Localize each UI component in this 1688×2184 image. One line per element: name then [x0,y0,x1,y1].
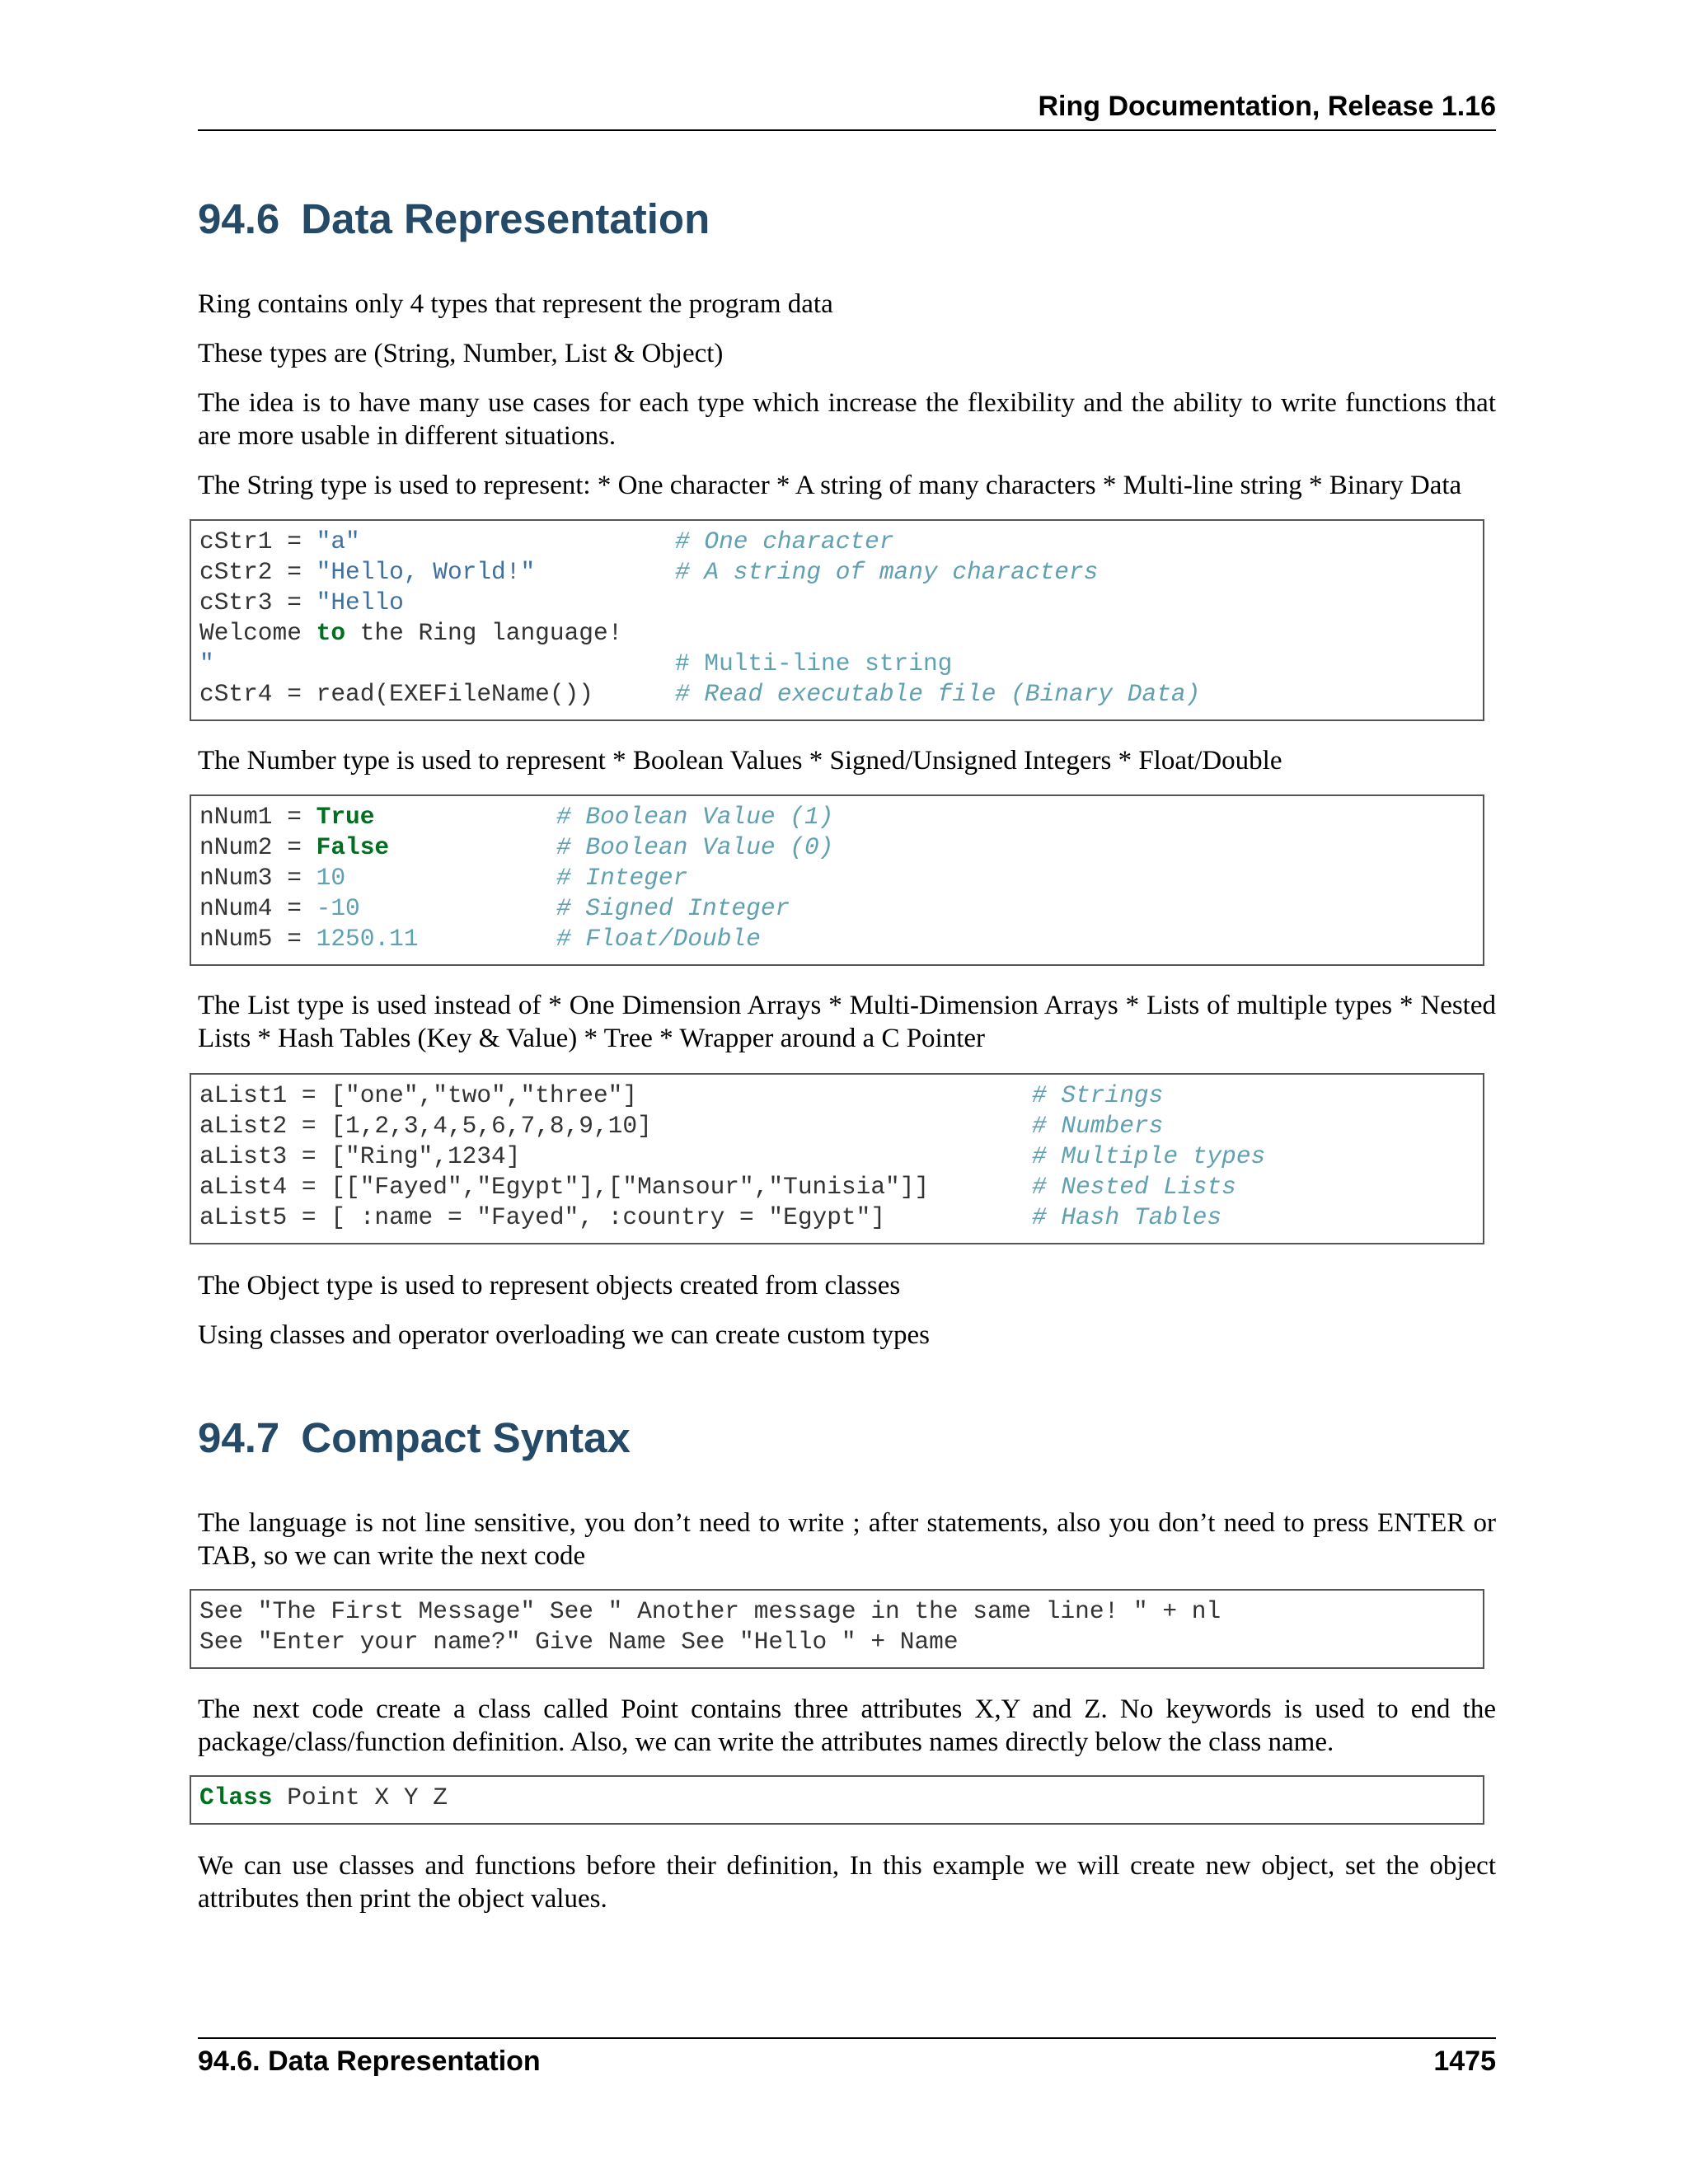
code-block-class [190,1775,1484,1825]
code-comment: # Read executable file (Binary Data) [675,680,1201,708]
code-line: See "Enter your name?" Give Name See "Hello " + Name [199,1628,959,1656]
code-number: 10 [316,864,346,892]
section-heading-compact-syntax [198,1413,631,1462]
code-comment: # Signed Integer [556,894,790,922]
code-text: nNum3 = [199,864,316,892]
code-string: " [199,649,214,677]
code-text: aList5 = [ :name = "Fayed", :country = "Egypt"] [199,1203,886,1231]
code-comment: # Strings [1032,1081,1164,1109]
code-text: nNum1 = [199,803,316,831]
code-keyword: True [316,803,375,831]
section-title: Compact Syntax [301,1414,631,1461]
code-text: nNum4 = [199,894,316,922]
code-number: -10 [316,894,360,922]
paragraph: Ring contains only 4 types that represent the program data [198,289,833,319]
code-number: 1250.11 [316,925,419,953]
page-number: 1475 [1433,2046,1496,2077]
paragraph: We can use classes and functions before their definition, In this example we will create new object, set the object attributes then print the object values. [198,1851,1496,1914]
section-number: 94.7 [198,1414,280,1461]
section-title: Data Representation [301,195,710,242]
code-text: cStr2 = [199,558,316,586]
code-comment: # Integer [556,864,688,892]
section-heading-data-representation [198,194,710,243]
code-keyword: False [316,833,390,861]
code-text: cStr4 = read(EXEFileName()) [199,680,593,708]
code-comment: # Boolean Value (1) [556,803,834,831]
code-text: cStr3 = [199,588,316,616]
code-string: "Hello [316,588,404,616]
code-comment: # Hash Tables [1032,1203,1222,1231]
paragraph: The next code create a class called Point contains three attributes X,Y and Z. No keywords is used to end the package/class/function definition. Also, we can write the attributes names directly below the class name. [198,1694,1496,1757]
header-rule [198,129,1496,131]
code-block-compact [190,1589,1484,1669]
code-comment: # Boolean Value (0) [556,833,834,861]
code-comment: # A string of many characters [675,558,1099,586]
paragraph: The String type is used to represent: * One character * A string of many characters * Multi-line string * Binary Data [198,471,1462,500]
running-header: Ring Documentation, Release 1.16 [1038,91,1496,122]
section-number: 94.6 [198,195,280,242]
code-keyword: Class [199,1783,273,1811]
code-text: aList4 = [["Fayed","Egypt"],["Mansour","Tunisia"]] [199,1173,930,1201]
code-text: nNum2 = [199,833,316,861]
code-text: aList3 = ["Ring",1234] [199,1142,521,1170]
paragraph: The Object type is used to represent objects created from classes [198,1271,901,1301]
code-block-lists [190,1073,1484,1244]
paragraph: The idea is to have many use cases for each type which increase the flexibility and the ability to write functions that are more usable in different situations. [198,388,1496,451]
paragraph: The language is not line sensitive, you don’t need to write ; after statements, also you don’t need to press ENTER or TAB, so we can write the next code [198,1508,1496,1571]
code-text: the Ring language! [345,619,623,647]
code-text: cStr1 = [199,527,316,555]
paragraph: Using classes and operator overloading we can create custom types [198,1320,930,1350]
code-keyword: to [316,619,346,647]
code-block-numbers [190,794,1484,966]
code-string: "Hello, World!" [316,558,536,586]
code-comment: # Multi-line string [675,649,953,677]
code-text: nNum5 = [199,925,316,953]
code-text: Welcome [199,619,316,647]
code-comment: # One character [675,527,894,555]
code-block-strings [190,519,1484,721]
code-comment: # Multiple types [1032,1142,1266,1170]
code-text: aList1 = ["one","two","three"] [199,1081,638,1109]
code-line: See "The First Message" See " Another message in the same line! " + nl [199,1597,1221,1625]
code-comment: # Float/Double [556,925,761,953]
paragraph: The List type is used instead of * One Dimension Arrays * Multi-Dimension Arrays * Lists of multiple types * Nested Lists * Hash Tables (Key & Value) * Tree * Wrapper around a C Pointer [198,991,1496,1053]
paragraph: The Number type is used to represent * Boolean Values * Signed/Unsigned Integers * Float/Double [198,746,1282,776]
code-comment: # Numbers [1032,1112,1164,1140]
code-text: aList2 = [1,2,3,4,5,6,7,8,9,10] [199,1112,652,1140]
footer-section-ref: 94.6. Data Representation [198,2046,541,2077]
code-string: "a" [316,527,360,555]
code-text: Point X Y Z [272,1783,448,1811]
paragraph: These types are (String, Number, List & Object) [198,339,724,368]
code-comment: # Nested Lists [1032,1173,1236,1201]
footer-rule [198,2037,1496,2039]
